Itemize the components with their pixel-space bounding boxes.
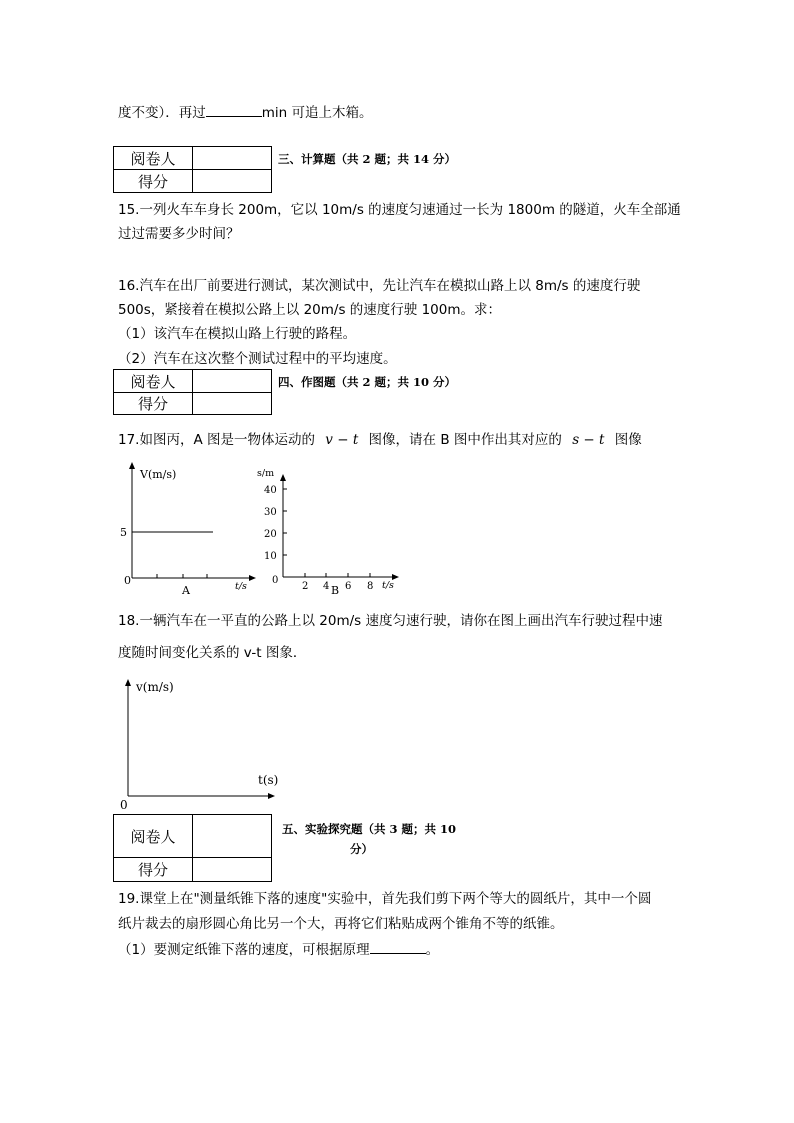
- y-axis-arrow: [280, 474, 286, 481]
- score-label: 得分: [114, 170, 193, 193]
- score-table: [113, 146, 272, 193]
- x-tick-label: 2: [302, 581, 309, 592]
- origin-label: 0: [272, 575, 279, 586]
- score-cell[interactable]: [193, 170, 272, 193]
- y-axis-arrow: [125, 679, 131, 686]
- question-18-line-2: 度随时间变化关系的 v-t 图象．: [118, 645, 307, 661]
- x-tick-label: 6: [345, 581, 352, 592]
- origin-label: 0: [120, 798, 128, 812]
- score-table: [113, 814, 272, 882]
- x-tick-label: 8: [367, 581, 374, 592]
- math-v-t: v − t: [325, 432, 359, 448]
- reviewer-label: 阅卷人: [114, 370, 193, 393]
- y-tick-label: 20: [264, 529, 277, 540]
- question-15-line-2: 过过需要多少时间？: [118, 226, 240, 242]
- x-axis-arrow: [268, 793, 275, 799]
- reviewer-cell[interactable]: [193, 147, 272, 170]
- score-table: [113, 369, 272, 415]
- x-axis-label: t(s): [258, 773, 279, 787]
- y-axis-label: s/m: [257, 468, 275, 479]
- y-tick-label: 30: [264, 507, 277, 518]
- math-s-t: s − t: [572, 432, 605, 448]
- x-axis-label: t/s: [382, 580, 394, 591]
- y-axis-label: v(m/s): [136, 680, 174, 694]
- graph-caption: B: [331, 584, 340, 597]
- graph-c-vt-blank[interactable]: [110, 672, 295, 812]
- answer-blank[interactable]: [370, 939, 426, 954]
- reviewer-cell[interactable]: [193, 815, 272, 858]
- origin-label: 0: [124, 574, 131, 587]
- section-4-title: 四、作图题（共 2 题；共 10 分）: [278, 375, 457, 389]
- reviewer-label: 阅卷人: [114, 147, 193, 170]
- question-17-text: 17.如图丙，A 图是一物体运动的 v − t 图像，请在 B 图中作出其对应的 s − t 图像: [118, 432, 642, 448]
- question-15-line-1: 15.一列火车车身长 200m，它以 10m/s 的速度匀速通过一长为 1800m 的隧道，火车全部通: [118, 202, 681, 218]
- score-cell[interactable]: [193, 858, 272, 882]
- question-16-sub-2: （2）汽车在这次整个测试过程中的平均速度。: [118, 351, 397, 367]
- question-16-sub-1: （1）该汽车在模拟山路上行驶的路程。: [118, 326, 357, 342]
- question-14-tail: 度不变）．再过 min 可追上木箱。: [118, 101, 373, 121]
- score-label: 得分: [114, 858, 193, 882]
- score-label: 得分: [114, 393, 193, 415]
- y-tick-label: 10: [264, 551, 277, 562]
- graph-caption: A: [182, 584, 190, 597]
- y-tick-label: 40: [264, 485, 277, 496]
- question-16-line-1: 16.汽车在出厂前要进行测试，某次测试中，先让汽车在模拟山路上以 8m/s 的速度行驶: [118, 278, 641, 294]
- question-19-line-1: 19.课堂上在"测量纸锥下落的速度"实验中，首先我们剪下两个等大的圆纸片，其中一个圆: [118, 891, 652, 907]
- x-tick-label: 4: [323, 581, 330, 592]
- question-16-line-2: 500s，紧接着在模拟公路上以 20m/s 的速度行驶 100m。求：: [118, 302, 502, 318]
- y-tick-label: 5: [120, 526, 127, 539]
- reviewer-cell[interactable]: [193, 370, 272, 393]
- answer-blank[interactable]: [206, 102, 262, 117]
- section-5-title: 五、实验探究题（共 3 题；共 10: [282, 822, 457, 836]
- question-19-line-2: 纸片裁去的扇形圆心角比另一个大，再将它们粘贴成两个锥角不等的纸锥。: [118, 916, 564, 932]
- reviewer-label: 阅卷人: [114, 815, 193, 858]
- question-18-line-1: 18.一辆汽车在一平直的公路上以 20m/s 速度匀速行驶，请你在图上画出汽车行驶过程中速: [118, 613, 663, 629]
- question-19-sub-1: （1）要测定纸锥下落的速度，可根据原理 。: [118, 938, 439, 958]
- graph-a-vt: [110, 458, 260, 603]
- score-cell[interactable]: [193, 393, 272, 415]
- y-axis-label: V(m/s): [140, 468, 177, 481]
- y-axis-arrow: [129, 462, 135, 469]
- graph-b-st: [255, 464, 405, 599]
- section-5-title-cont: 分）: [350, 842, 373, 856]
- x-axis-label: t/s: [235, 581, 247, 592]
- section-3-title: 三、计算题（共 2 题；共 14 分）: [278, 152, 457, 166]
